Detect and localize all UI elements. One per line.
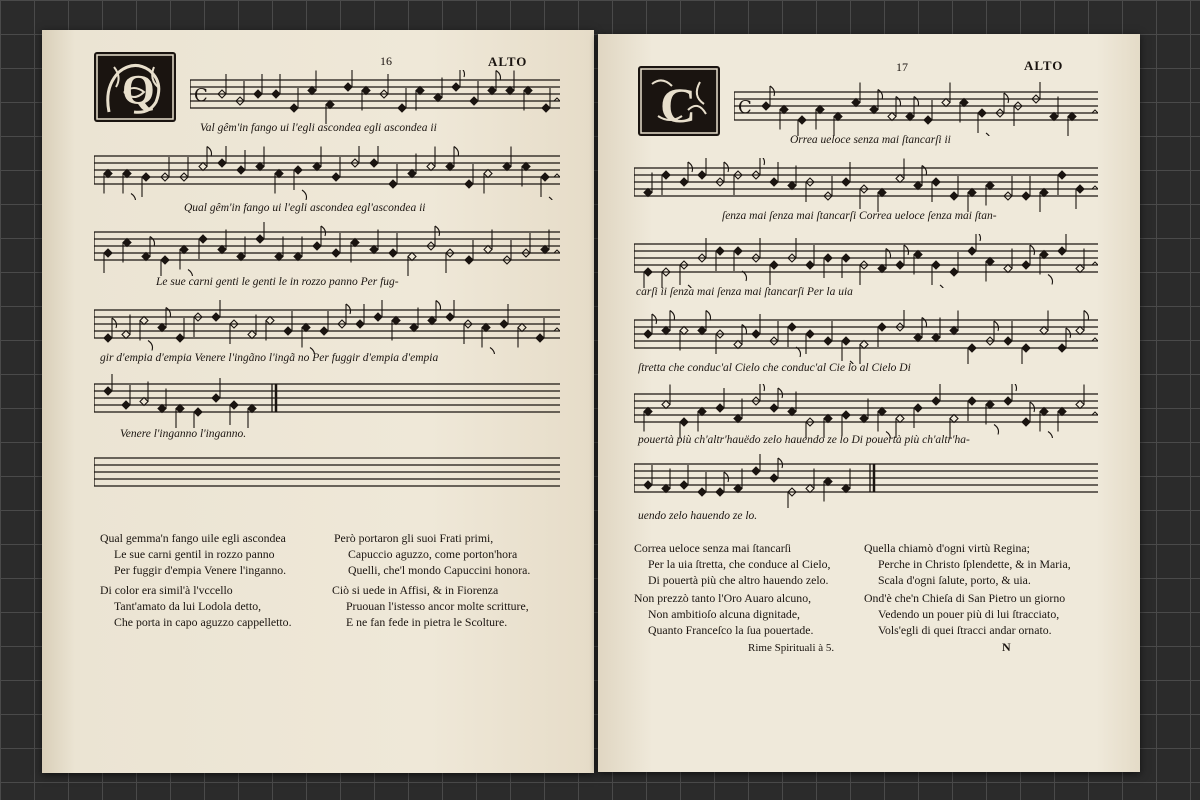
decorated-initial-c bbox=[638, 66, 720, 136]
music-staff bbox=[634, 384, 1098, 438]
music-staff bbox=[634, 454, 1098, 508]
verse-stanza: Quella chiamò d'ogni virtù Regina; Perche in Christo ſplendette, & in Maria, Scala d'ogni ſalute, porto, & uia. bbox=[864, 541, 1071, 587]
music-staff bbox=[94, 300, 560, 354]
lyric-line: pouertà più ch'altr'hauëdo zelo hauendo ze lo Di pouertà più ch'altr'ha- bbox=[638, 434, 970, 446]
left-page bbox=[42, 30, 594, 773]
verse-stanza: Però portaron gli suoi Frati primi, Capuccio aguzzo, come porton'hora Quelli, che'l mondo Capuccini honora. bbox=[334, 531, 531, 577]
page-number: 17 bbox=[896, 60, 908, 74]
music-staff bbox=[634, 310, 1098, 364]
lyric-line: carſi ii ſenza mai ſenza mai ſtancarſi Per la uia bbox=[636, 286, 853, 298]
svg-text:C: C bbox=[194, 85, 208, 106]
svg-text:Q: Q bbox=[122, 68, 155, 114]
voice-header: ALTO bbox=[488, 54, 528, 69]
verse-stanza: Correa ueloce senza mai ſtancarſi Per la uia ſtretta, che conduce al Cielo, Di pouertà più che altro hauendo zelo. bbox=[634, 541, 831, 587]
svg-text:C: C bbox=[660, 77, 697, 133]
verse-stanza: Qual gemma'n fango uile egli ascondea Le sue carni gentil in rozzo panno Per fuggir d'empia Venere l'inganno. bbox=[100, 531, 287, 577]
lyric-line: Le sue carni genti le genti le in rozzo panno Per fug- bbox=[156, 276, 399, 288]
verse-stanza: Ond'è che'n Chieſa di San Pietro un giorno Vedendo un pouer più di lui ſtracciato, Vols'egli di quei ſtracci andar ornato. bbox=[864, 591, 1066, 637]
music-staff bbox=[94, 146, 560, 200]
verse-stanza: Non prezzò tanto l'Oro Auaro alcuno, Non ambitioſo alcuna dignitade, Quanto Franceſco la ſua pouertade. bbox=[634, 591, 814, 637]
lyric-line: gir d'empia d'empia Venere l'ingãno l'ingã no Per fuggir d'empia d'empia bbox=[100, 352, 439, 364]
decorated-initial-q bbox=[94, 52, 176, 122]
verse-stanza: Ciò si uede in Affisi, & in Fiorenza Pruouan l'istesso ancor molte scritture, E ne fan fede in pietra le Scolture. bbox=[332, 583, 529, 629]
lyric-line: Val gêm'in fango ui l'egli ascondea egli ascondea ii bbox=[200, 122, 437, 134]
svg-text:C: C bbox=[738, 97, 752, 118]
music-staff bbox=[634, 158, 1098, 212]
lyric-line: ſtretta che conduc'al Cielo che conduc'al Cie lo al Cielo Di bbox=[638, 362, 911, 374]
lyric-line: Qual gêm'in fango ui l'egli ascondea egl'ascondea ii bbox=[184, 202, 426, 214]
lyric-line: ſenza mai ſenza mai ſtancarſi Correa ueloce ſenza mai ſtan- bbox=[722, 210, 997, 222]
empty-music-staff bbox=[94, 448, 560, 492]
signature-mark: N bbox=[1002, 640, 1011, 654]
music-staff bbox=[634, 234, 1098, 288]
page-number: 16 bbox=[380, 54, 392, 68]
music-staff bbox=[94, 222, 560, 276]
voice-header: ALTO bbox=[1024, 58, 1064, 73]
verse-stanza: Di color era simil'à l'vccello Tant'amato da lui Lodola detto, Che porta in capo aguzzo cappelletto. bbox=[100, 583, 292, 629]
lyric-line: Orrea ueloce senza mai ſtancarſi ii bbox=[790, 134, 951, 146]
lyric-line: Venere l'inganno l'inganno. bbox=[120, 428, 247, 440]
music-staff bbox=[94, 374, 560, 428]
right-page bbox=[598, 34, 1140, 772]
music-staff bbox=[734, 82, 1098, 136]
footer-title: Rime Spirituali à 5. bbox=[748, 642, 835, 654]
lyric-line: uendo zelo hauendo ze lo. bbox=[638, 510, 758, 522]
music-staff bbox=[190, 70, 560, 124]
